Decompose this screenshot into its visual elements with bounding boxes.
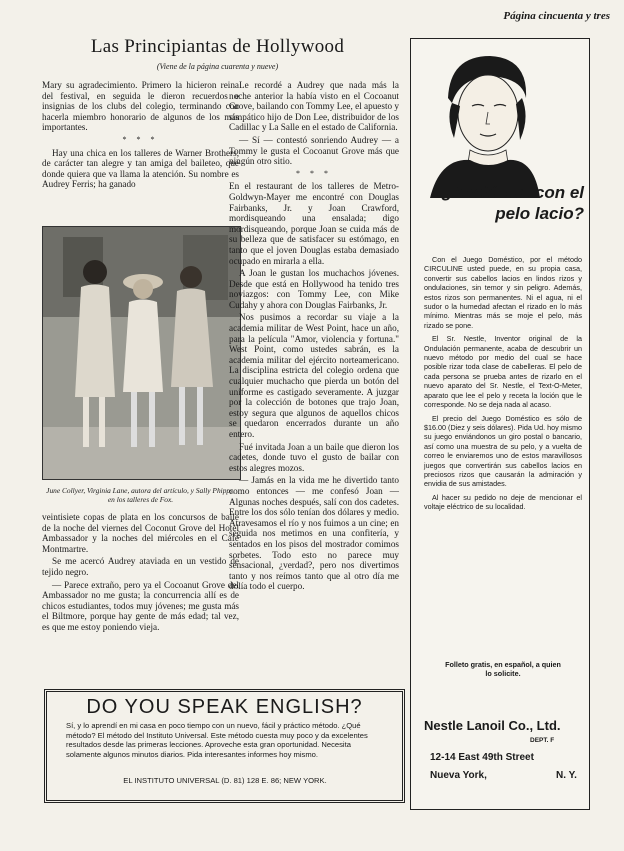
paragraph: Se me acercó Audrey ataviada en un vestido de tejido negro.: [42, 556, 239, 577]
paragraph: — Parece extraño, pero ya el Cocoanut Grove del Ambassador no me gusta; la concurrencia allí es de chicos estudiantes, todos muy jóvenes; me gusta más el Biltmore, porque hay gente de más edad; tal vez, es que me estoy poniendo vieja.: [42, 579, 239, 632]
photo-three-actresses: [42, 226, 241, 480]
paragraph: Nos pusimos a recordar su viaje a la academia militar de West Point, hace un año, para la película "Amor, violencia y fortuna." West Point, como ustedes sabrán, es la academia militar del ejército norteamericano. La disciplina estricta del colegio ordena que cualquier muchacho que pierda un botón del uniforme es castigado severamente. A juzgar por la colección de botones que trajo Joan, estoy segura que algunos de aquellos chicos se quedaron encerrados durante un año entero.: [229, 312, 399, 439]
company-state: N. Y.: [556, 770, 577, 781]
woman-portrait-illustration: [430, 48, 540, 198]
english-ad-address: EL INSTITUTO UNIVERSAL (D. 81) 128 E. 86; NEW YORK.: [123, 776, 327, 785]
section-divider: * * *: [296, 168, 332, 178]
paragraph: Fué invitada Joan a un baile que dieron los cadetes, donde tuvo el gusto de bailar con estos alegres mozos.: [229, 441, 399, 473]
article-column-2: [229, 80, 399, 594]
section-divider: * * *: [122, 134, 159, 144]
company-city: Nueva York,: [430, 770, 487, 781]
paragraph: — Jamás en la vida me he divertido tanto como entonces — me confesó Joan — Algunas noches después, salí con dos cadetes. Entre los dos sólo tenían dos dólares y medio. Atravesamos el río y nos fuimos a un cine; en seguida nos metimos en una confitería, y sentados en los pisos del mostrador comimos sorbetes. Todo esto no parece muy sensacional, ¿verdad?, pero nos divertimos tanto y nos reímos tanto que al otro día me dolía todo el cuerpo.: [229, 475, 399, 592]
ad-paragraph: Con el Juego Doméstico, por el método CIRCULINE usted puede, en su propia casa, convertir sus cabellos lacios en lindos rizos y ondulaciones, sin temor y sin peligro. Además, estos rizos son permanentes. Ni el agua, ni el sudor o la humedad afectan el rizado en lo más mínimo. Mientras más se moje el pelo, más rizado se pone.: [424, 255, 582, 330]
page-number-header: Página cincuenta y tres: [503, 10, 610, 22]
english-ad-title: DO YOU SPEAK ENGLISH?: [86, 696, 363, 718]
free-booklet-note: Folleto gratis, en español, a quien lo solicite.: [445, 660, 561, 679]
ad-paragraph: El Sr. Nestle, Inventor original de la Ondulación permanente, acaba de descubrir un nuevo método por medio del cual se hace posible rizar toda clase de cabelleras. El pelo de cada persona se prueba antes de rizarlo en el nuevo aparato del Sr. Nestle, el Text-O-Meter, aparato que lee el pelo y receta la loción que le corresponde. No se deja nada al acaso.: [424, 334, 582, 410]
article-column-1-bottom: [42, 512, 239, 635]
paragraph: Hay una chica en los talleres de Warner Brothers, de carácter tan alegre y tan amiga del baileteo, que donde quiera que va llama la atención. Su nombre es Audrey Ferris; ha ganado: [42, 147, 239, 190]
hair-ad-body: [424, 255, 582, 512]
ad-paragraph: El precio del Juego Doméstico es sólo de $16.00 (Diez y seis dólares). Pida Ud. hoy mismo su juego enviándonos un giro postal o bancario, así como una muestra de su pelo, y a vuelta de correo le enviaremos uno de estos maravillosos juegos que convertirán sus cabellos lacios en preciosos rizos que causarán la admiración y envidia de sus amistades.: [424, 413, 582, 489]
article-title: Las Principiantas de Hollywood: [90, 36, 345, 57]
company-name: Nestle Lanoil Co., Ltd.: [424, 718, 561, 733]
english-ad-body: Sí, y lo aprendí en mi casa en poco tiempo con un nuevo, fácil y práctico método. ¿Qué método? El método del Instituto Universal. Este método cuesta muy poco y da excelentes resultados desde las primeras lecciones. Aproveche esta gran oportunidad. Necesita solamente algunos minutos diarios. Pida interesantes informes hoy mismo.: [66, 721, 368, 759]
company-dept: DEPT. F: [530, 737, 555, 744]
photo-illustration: [43, 227, 240, 479]
paragraph: veintisiete copas de plata en los concursos de baile de la noche del viernes del Coconut Grove del Hotel Ambassador y la noches del miércoles en el Café Montmartre.: [42, 512, 239, 554]
paragraph: Mary su agradecimiento. Primero la hicieron reina del festival, en seguida le dieron recuerdos e insignias de los clubs del colegio, terminando con hacerla miembro honorario de algunos de los más importantes.: [42, 80, 239, 133]
paragraph: — Sí — contestó sonriendo Audrey — a Tommy le gusta el Cocoanut Grove más que ningún otro sitio.: [229, 134, 399, 167]
article-subtitle: (Viene de la página cuarenta y nueve): [156, 62, 279, 71]
hair-ad-headline: ¿Nació Ud. con el pelo lacio?: [441, 183, 584, 223]
paragraph: Le recordé a Audrey que nada más la noche anterior la había visto en el Cocoanut Grove, bailando con Tommy Lee, el apuesto y simpático hijo de Don Lee, distribuidor de los Cadillac y La Salle en el estado de California.: [229, 80, 399, 133]
paragraph: En el restaurant de los talleres de Metro-Goldwyn-Mayer me encontré con Douglas Fairbanks, Jr. y Joan Crawford, mordisqueando una ensalada; digo mordisqueando, porque Joan se cuida más de su belleza que de satisfacer su estómago, en tanto que el joven Douglas estaba demasiado ocupado en mirarla a ella.: [229, 181, 399, 266]
paragraph: A Joan le gustan los muchachos jóvenes. Desde que está en Hollywood ha tenido tres noviazgos: con Tommy Lee, con Mike Cudahy y ahora con Douglas Fairbanks, Jr.: [229, 268, 399, 310]
company-street: 12-14 East 49th Street: [430, 752, 534, 763]
article-column-1-top: [42, 80, 239, 192]
ad-paragraph: Al hacer su pedido no deje de mencionar el voltaje eléctrico de su localidad.: [424, 492, 582, 512]
photo-caption: June Collyer, Virginia Lane, autora del artículo, y Sally Phipps, en los talleres de Fox.: [46, 486, 235, 504]
